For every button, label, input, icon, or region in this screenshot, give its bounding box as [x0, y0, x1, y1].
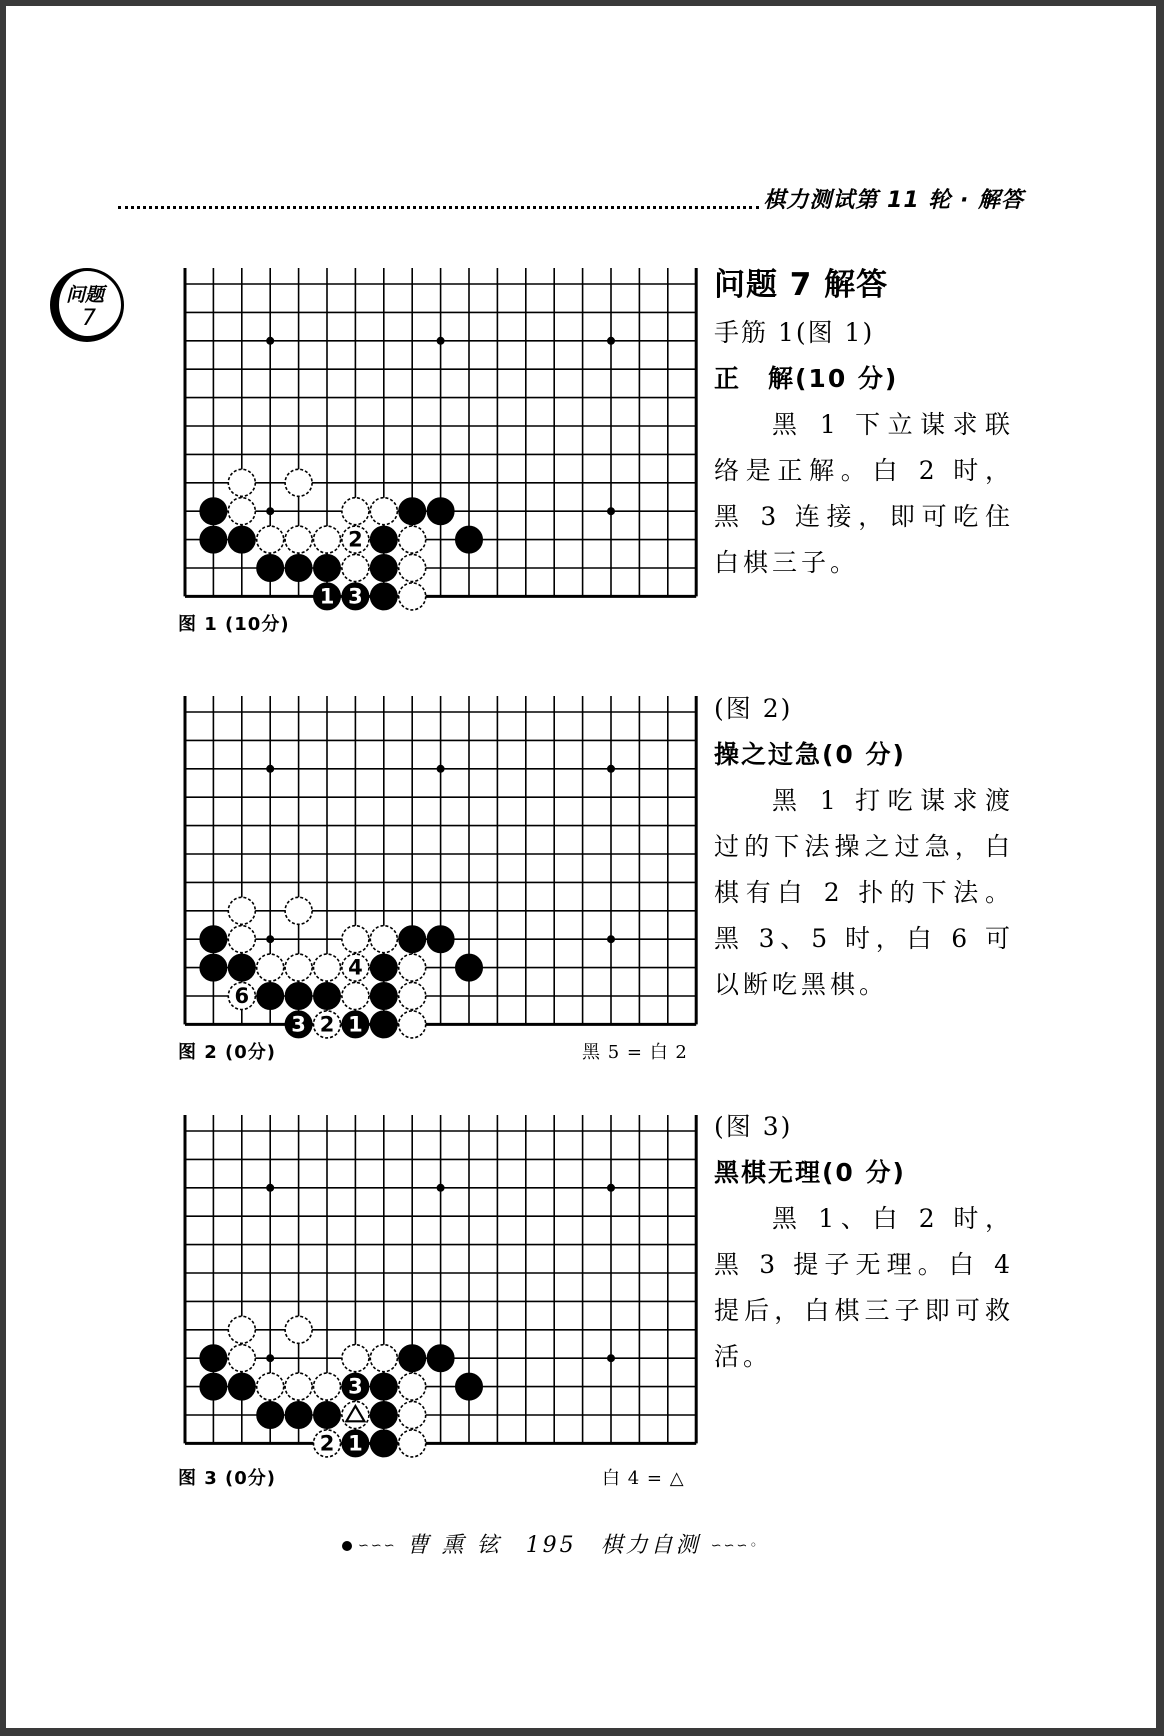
white-stone-icon: [228, 1345, 255, 1372]
move-number-label: 1: [319, 584, 335, 609]
black-stone-icon: [399, 1345, 426, 1372]
page-number: 195: [525, 1533, 577, 1558]
white-stone-icon: [399, 555, 426, 582]
black-stone-icon: [427, 926, 454, 953]
answer-figure-ref: (图 3): [714, 1112, 793, 1141]
star-point-icon: [266, 1354, 274, 1362]
book-page: [6, 6, 1156, 1728]
figure-1-caption: 图 1 (10分): [178, 614, 290, 635]
white-stone-icon: [399, 1011, 426, 1038]
white-stone-icon: [228, 498, 255, 525]
answer-verdict: 正 解(10 分): [714, 364, 899, 393]
move-number-label: 2: [319, 1431, 335, 1456]
footer-book-title: 棋力自测: [600, 1533, 701, 1558]
star-point-icon: [266, 1184, 274, 1192]
white-stone-icon: [342, 1345, 369, 1372]
black-stone-icon: [228, 1373, 255, 1400]
answer-body: 黑 1 打吃谋求渡过的下法操之过急，白棋有白 2 扑的下法。黑 3、5 时，白 6 可以断吃黑棋。: [714, 786, 1014, 999]
page-footer: [342, 1528, 842, 1558]
black-stone-icon: [200, 954, 227, 981]
badge-label: 问题: [66, 284, 105, 306]
answer-body: 黑 1、白 2 时，黑 3 提子无理。白 4 提后，白棋三子即可救活。: [714, 1204, 1014, 1371]
move-number-label: 3: [291, 1012, 306, 1037]
figure-2-caption: 图 2 (0分): [178, 1042, 277, 1063]
black-stone-icon: [285, 1402, 312, 1429]
white-stone-icon: [257, 526, 284, 553]
footer-ornament-icon: ∽∽∽◦: [710, 1538, 760, 1554]
leader-dots: [118, 206, 759, 209]
figure-2-note: 黑 5 = 白 2: [582, 1042, 688, 1063]
black-stone-icon: [228, 526, 255, 553]
star-point-icon: [607, 765, 615, 773]
star-point-icon: [266, 507, 274, 515]
black-stone-icon: [370, 1402, 397, 1429]
black-stone-icon: [200, 1345, 227, 1372]
black-stone-icon: [285, 555, 312, 582]
black-stone-icon: [285, 983, 312, 1010]
white-stone-icon: [370, 1345, 397, 1372]
white-stone-icon: [370, 498, 397, 525]
white-stone-icon: [370, 926, 397, 953]
go-board-figure-3: [176, 1109, 706, 1456]
problem-number-badge: [50, 268, 130, 348]
star-point-icon: [607, 935, 615, 943]
star-point-icon: [266, 337, 274, 345]
answer-block-1: [714, 260, 1014, 586]
black-stone-icon: [370, 1373, 397, 1400]
star-point-icon: [607, 507, 615, 515]
white-stone-icon: [342, 555, 369, 582]
white-stone-icon: [257, 1373, 284, 1400]
white-stone-icon: [314, 1373, 341, 1400]
move-number-label: 2: [348, 527, 363, 552]
black-stone-icon: [456, 526, 483, 553]
white-stone-icon: [342, 983, 369, 1010]
white-stone-icon: [399, 1430, 426, 1457]
black-stone-icon: [427, 498, 454, 525]
star-point-icon: [607, 1354, 615, 1362]
go-board-figure-1: [176, 262, 706, 609]
white-stone-icon: [342, 498, 369, 525]
move-number-label: 1: [348, 1431, 363, 1456]
move-number-label: 1: [348, 1012, 363, 1037]
white-stone-icon: [228, 1316, 255, 1343]
black-stone-icon: [200, 926, 227, 953]
black-stone-icon: [257, 1402, 284, 1429]
white-stone-icon: [399, 583, 426, 610]
white-stone-icon: [399, 954, 426, 981]
footer-author: 曹 熏 铉: [406, 1533, 502, 1558]
star-point-icon: [607, 337, 615, 345]
star-point-icon: [266, 935, 274, 943]
black-stone-icon: [257, 983, 284, 1010]
white-stone-icon: [399, 1373, 426, 1400]
white-stone-icon: [399, 1402, 426, 1429]
running-header: [118, 190, 1024, 214]
answer-verdict: 黑棋无理(0 分): [714, 1158, 906, 1187]
black-stone-icon: [314, 1402, 341, 1429]
black-stone-icon: [314, 555, 341, 582]
white-stone-icon: [285, 1316, 312, 1343]
white-stone-icon: [285, 469, 312, 496]
black-stone-icon: [456, 954, 483, 981]
white-stone-icon: [228, 469, 255, 496]
black-stone-icon: [314, 983, 341, 1010]
star-point-icon: [437, 1184, 445, 1192]
move-number-label: 3: [348, 1374, 363, 1399]
white-stone-icon: [228, 897, 255, 924]
black-stone-icon: [399, 926, 426, 953]
answer-verdict: 操之过急(0 分): [714, 740, 906, 769]
white-stone-icon: [257, 954, 284, 981]
black-stone-icon: [370, 583, 397, 610]
black-stone-icon: [200, 526, 227, 553]
black-stone-icon: [228, 954, 255, 981]
black-stone-icon: [427, 1345, 454, 1372]
white-stone-icon: [399, 983, 426, 1010]
black-stone-icon: [456, 1373, 483, 1400]
answer-body: 黑 1 下立谋求联络是正解。白 2 时，黑 3 连接，即可吃住白棋三子。: [714, 410, 1014, 577]
white-stone-icon: [285, 954, 312, 981]
figure-3-note: 白 4 = △: [602, 1468, 685, 1489]
answer-figure-ref: (图 2): [714, 694, 793, 723]
white-stone-icon: [399, 526, 426, 553]
footer-ornament-icon: ∽∽∽: [358, 1538, 397, 1554]
black-stone-icon: [370, 954, 397, 981]
running-title: 棋力测试第 11 轮 · 解答: [763, 188, 1024, 213]
star-point-icon: [607, 1184, 615, 1192]
black-stone-icon: [370, 526, 397, 553]
footer-bullet-icon: [342, 1541, 352, 1551]
star-point-icon: [437, 337, 445, 345]
black-stone-icon: [370, 1011, 397, 1038]
white-stone-icon: [285, 1373, 312, 1400]
move-number-label: 4: [348, 955, 363, 980]
answer-block-3: [714, 1104, 1014, 1380]
black-stone-icon: [370, 983, 397, 1010]
black-stone-icon: [200, 498, 227, 525]
white-stone-icon: [285, 897, 312, 924]
white-stone-icon: [285, 526, 312, 553]
white-stone-icon: [228, 926, 255, 953]
move-number-label: 3: [348, 584, 363, 609]
white-stone-icon: [314, 526, 341, 553]
answer-subtitle: 手筋 1(图 1): [714, 318, 875, 347]
star-point-icon: [266, 765, 274, 773]
white-stone-icon: [342, 926, 369, 953]
black-stone-icon: [370, 1430, 397, 1457]
white-stone-icon: [314, 954, 341, 981]
move-number-label: 6: [234, 984, 250, 1008]
go-board-figure-2: [176, 690, 706, 1037]
answer-heading: 问题 7 解答: [714, 267, 889, 303]
star-point-icon: [437, 765, 445, 773]
black-stone-icon: [257, 555, 284, 582]
black-stone-icon: [370, 555, 397, 582]
move-number-label: 2: [319, 1012, 335, 1037]
figure-3-caption: 图 3 (0分): [178, 1468, 277, 1489]
badge-number: 7: [82, 306, 96, 331]
answer-block-2: [714, 686, 1014, 1008]
black-stone-icon: [399, 498, 426, 525]
black-stone-icon: [200, 1373, 227, 1400]
